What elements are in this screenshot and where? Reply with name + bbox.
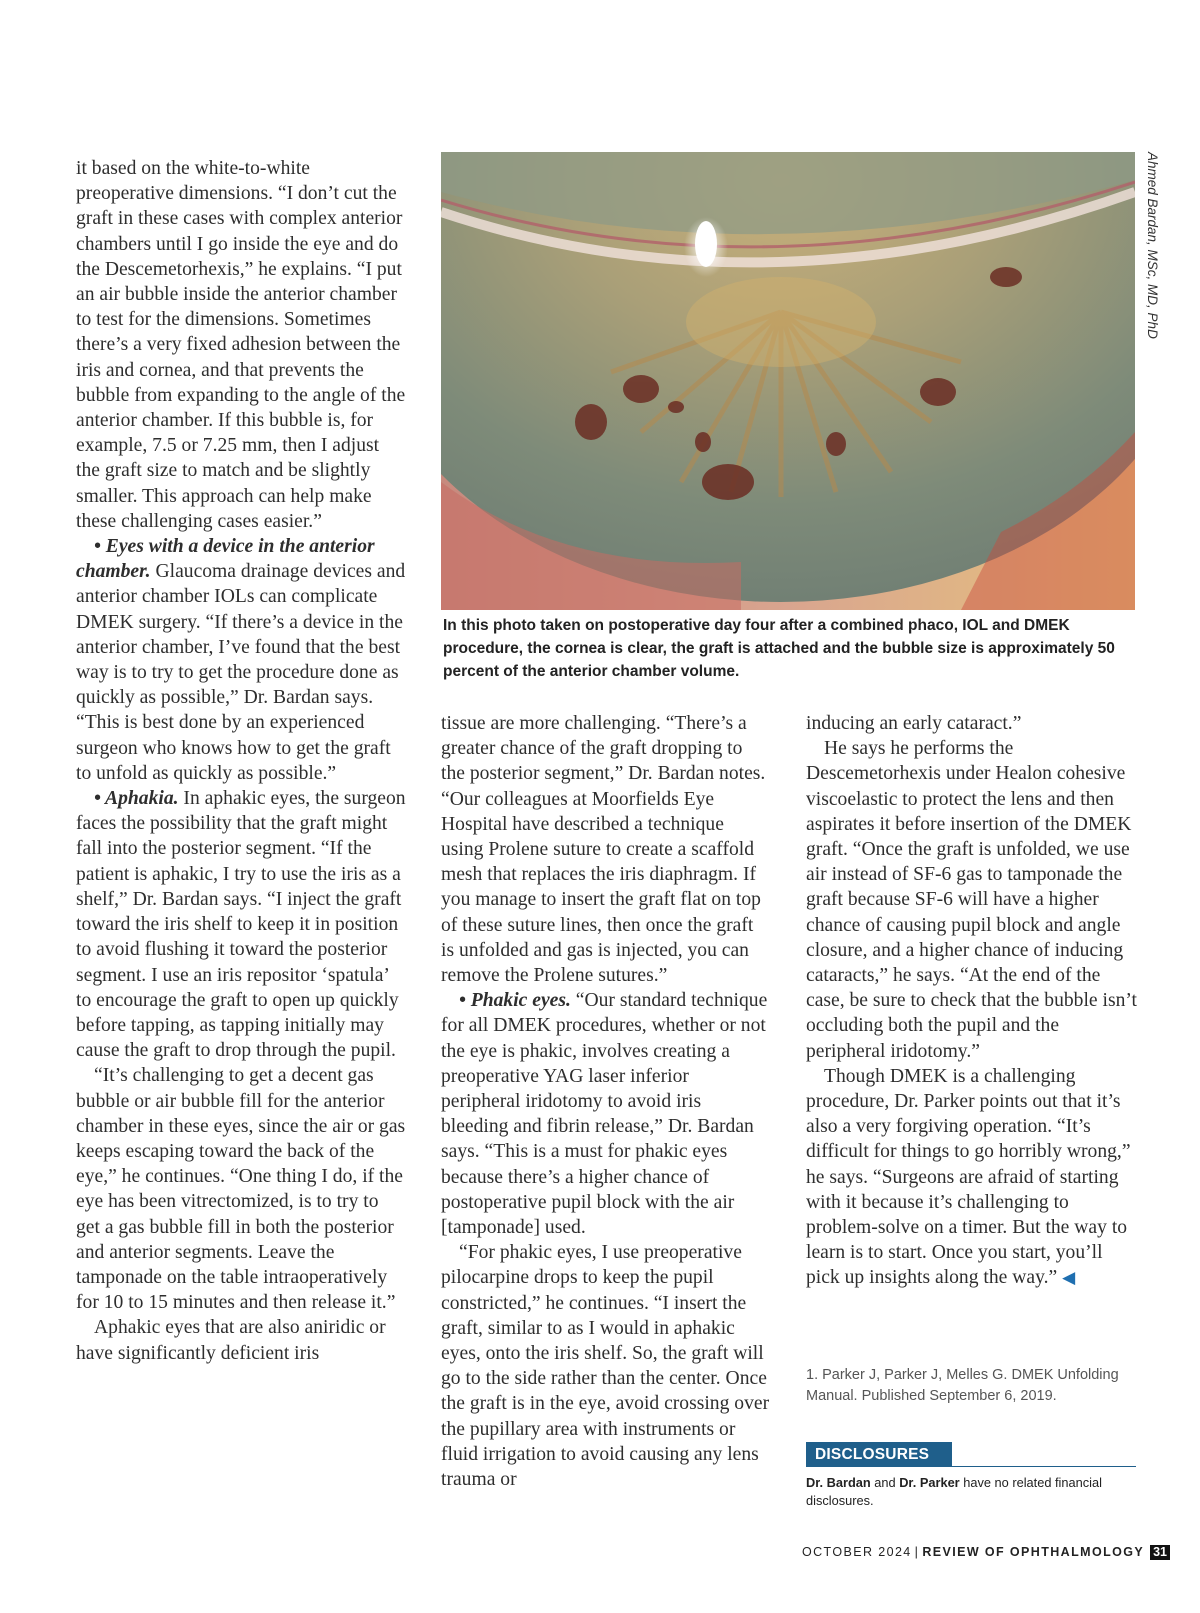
disclosure-statement: have no related financial disclosures. [806,1475,1102,1508]
paragraph [441,988,771,1240]
paragraph [806,1064,1138,1291]
eye-photo-illustration [441,152,1135,610]
eye-photo [441,152,1135,610]
paragraph: “It’s challenging to get a decent gas bubble or air bubble fill for the anterior chamber in these eyes, since the air or gas keeps escaping toward the back of the eye,” he continues. “One thing I do, if the eye has been vitrectomized, is to try to get a gas bubble fill in both the posterior and anterior segments. Leave the tamponade on the table intraoperatively for 10 to 15 minutes and then release it.” [76,1065,406,1314]
article-column-2 [441,711,771,1492]
reference-note: 1. Parker J, Parker J, Melles G. DMEK Unfolding Manual. Published September 6, 2019. [806,1367,1119,1404]
paragraph: it based on the white-to-white preoperative dimensions. “I don’t cut the graft in these cases with complex anterior chambers until I go inside the eye and do the Descemetorhexis,” he explains. “I put an air bubble inside the anterior chamber to test for the dimensions. Sometimes there’s a very fixed adhesion between the iris and cornea, and that prevents the bubble from expanding to the angle of the anterior chamber. If this bubble is, for example, 7.5 or 7.25 mm, then I adjust the graft size to match and be slightly smaller. This approach can help make these challenging cases easier.” [76,158,406,532]
disclosure-name: Dr. Parker [899,1475,960,1490]
end-of-article-icon: ◀ [1062,1268,1076,1288]
disclosure-conjunction: and [870,1475,900,1490]
footer-separator: | [914,1545,920,1559]
paragraph: inducing an early cataract.” [806,713,1022,734]
paragraph: tissue are more challenging. “There’s a greater chance of the graft dropping to the posterior segment,” Dr. Bardan notes. “Our colleagues at Moorfields Eye Hospital have described a technique using Prolene suture to create a scaffold mesh that replaces the iris diaphragm. If you manage to insert the graft flat on top of these suture lines, then once the graft is unfolded and gas is injected, you can remove the Prolene sutures.” [441,713,766,987]
divider [952,1466,1136,1467]
publication-name: REVIEW OF OPHTHALMOLOGY [922,1545,1145,1559]
disclosure-name: Dr. Bardan [806,1475,871,1490]
paragraph-body: Though DMEK is a challenging procedure, Dr. Parker points out that it’s also a very forgiving operation. “It’s difficult for things to go horribly wrong,” he says. “Surgeons are afraid of starting with it because it’s challenging to problem-solve on a timer. But the way to learn is to start. Once you start, you’ll pick up insights along the way.” [806,1065,1131,1289]
article-column-3 [806,711,1138,1291]
paragraph: He says he performs the Descemetorhexis under Healon cohesive viscoelastic to protect the lens and then aspirates it before insertion of the DMEK graft. “Once the graft is unfolded, we use air instead of SF-6 gas to tamponade the graft because SF-6 will have a higher chance of causing pupil block and angle closure, and a higher chance of inducing cataracts,” he says. “At the end of the case, be sure to check that the bubble isn’t occluding both the pupil and the peripheral iridotomy.” [806,738,1137,1062]
paragraph-body: “Our standard technique for all DMEK procedures, whether or not the eye is phakic, involves creating a preoperative YAG laser inferior peripheral iridotomy to avoid iris bleeding and fibrin release,” Dr. Bardan says. “This is a must for phakic eyes because there’s a higher chance of postoperative pupil block with the air [tamponade] used. [441,990,768,1239]
issue-date: OCTOBER 2024 [801,1545,912,1559]
paragraph [76,534,406,786]
disclosures-header [806,1442,1136,1467]
paragraph-body: In aphakic eyes, the surgeon faces the possibility that the graft might fall into the posterior segment. “If the patient is aphakic, I try to use the iris as a shelf,” Dr. Bardan says. “I inject the graft toward the iris shelf to keep it in position to avoid flushing it toward the posterior segment. I use an iris repositor ‘spatula’ to encourage the graft to open up quickly before tapping, as tapping initially may cause the graft to drop through the pupil. [76,788,406,1062]
page-footer [802,1545,1170,1560]
article-column-1 [76,156,406,1366]
subhead-device: • Eyes with a device in the anterior chamber. [76,536,375,583]
subhead-phakic: • Phakic eyes. [459,990,571,1012]
photo-caption: In this photo taken on postoperative day four after a combined phaco, IOL and DMEK procedure, the cornea is clear, the graft is attached and the bubble size is approximately 50 percent of the anterior chamber volume. [443,617,1115,680]
subhead-aphakia: • Aphakia. [94,788,179,810]
page-number: 31 [1150,1545,1170,1560]
photo-credit: Ahmed Bardan, MSc, MD, PhD [1145,152,1160,339]
paragraph-body: Glaucoma drainage devices and anterior chamber IOLs can complicate DMEK surgery. “If there’s a device in the anterior chamber, I’ve found that the best way is to try to get the procedure done as quickly as possible,” Dr. Bardan says. “This is best done by an experienced surgeon who knows how to get the graft to unfold as quickly as possible.” [76,561,406,784]
disclosures-box [806,1442,1136,1510]
disclosures-text [806,1474,1136,1510]
paragraph: “For phakic eyes, I use preoperative pilocarpine drops to keep the pupil constricted,” he continues. “I insert the graft, similar to as I would in aphakic eyes, onto the iris shelf. So, the graft will go to the side rather than the center. Once the graft is in the eye, avoid crossing over the pupillary area with instruments or fluid irrigation to avoid causing any lens trauma or [441,1242,770,1491]
disclosures-heading: DISCLOSURES [806,1442,952,1467]
paragraph [76,786,406,1063]
paragraph: Aphakic eyes that are also aniridic or have significantly deficient iris [76,1317,386,1364]
